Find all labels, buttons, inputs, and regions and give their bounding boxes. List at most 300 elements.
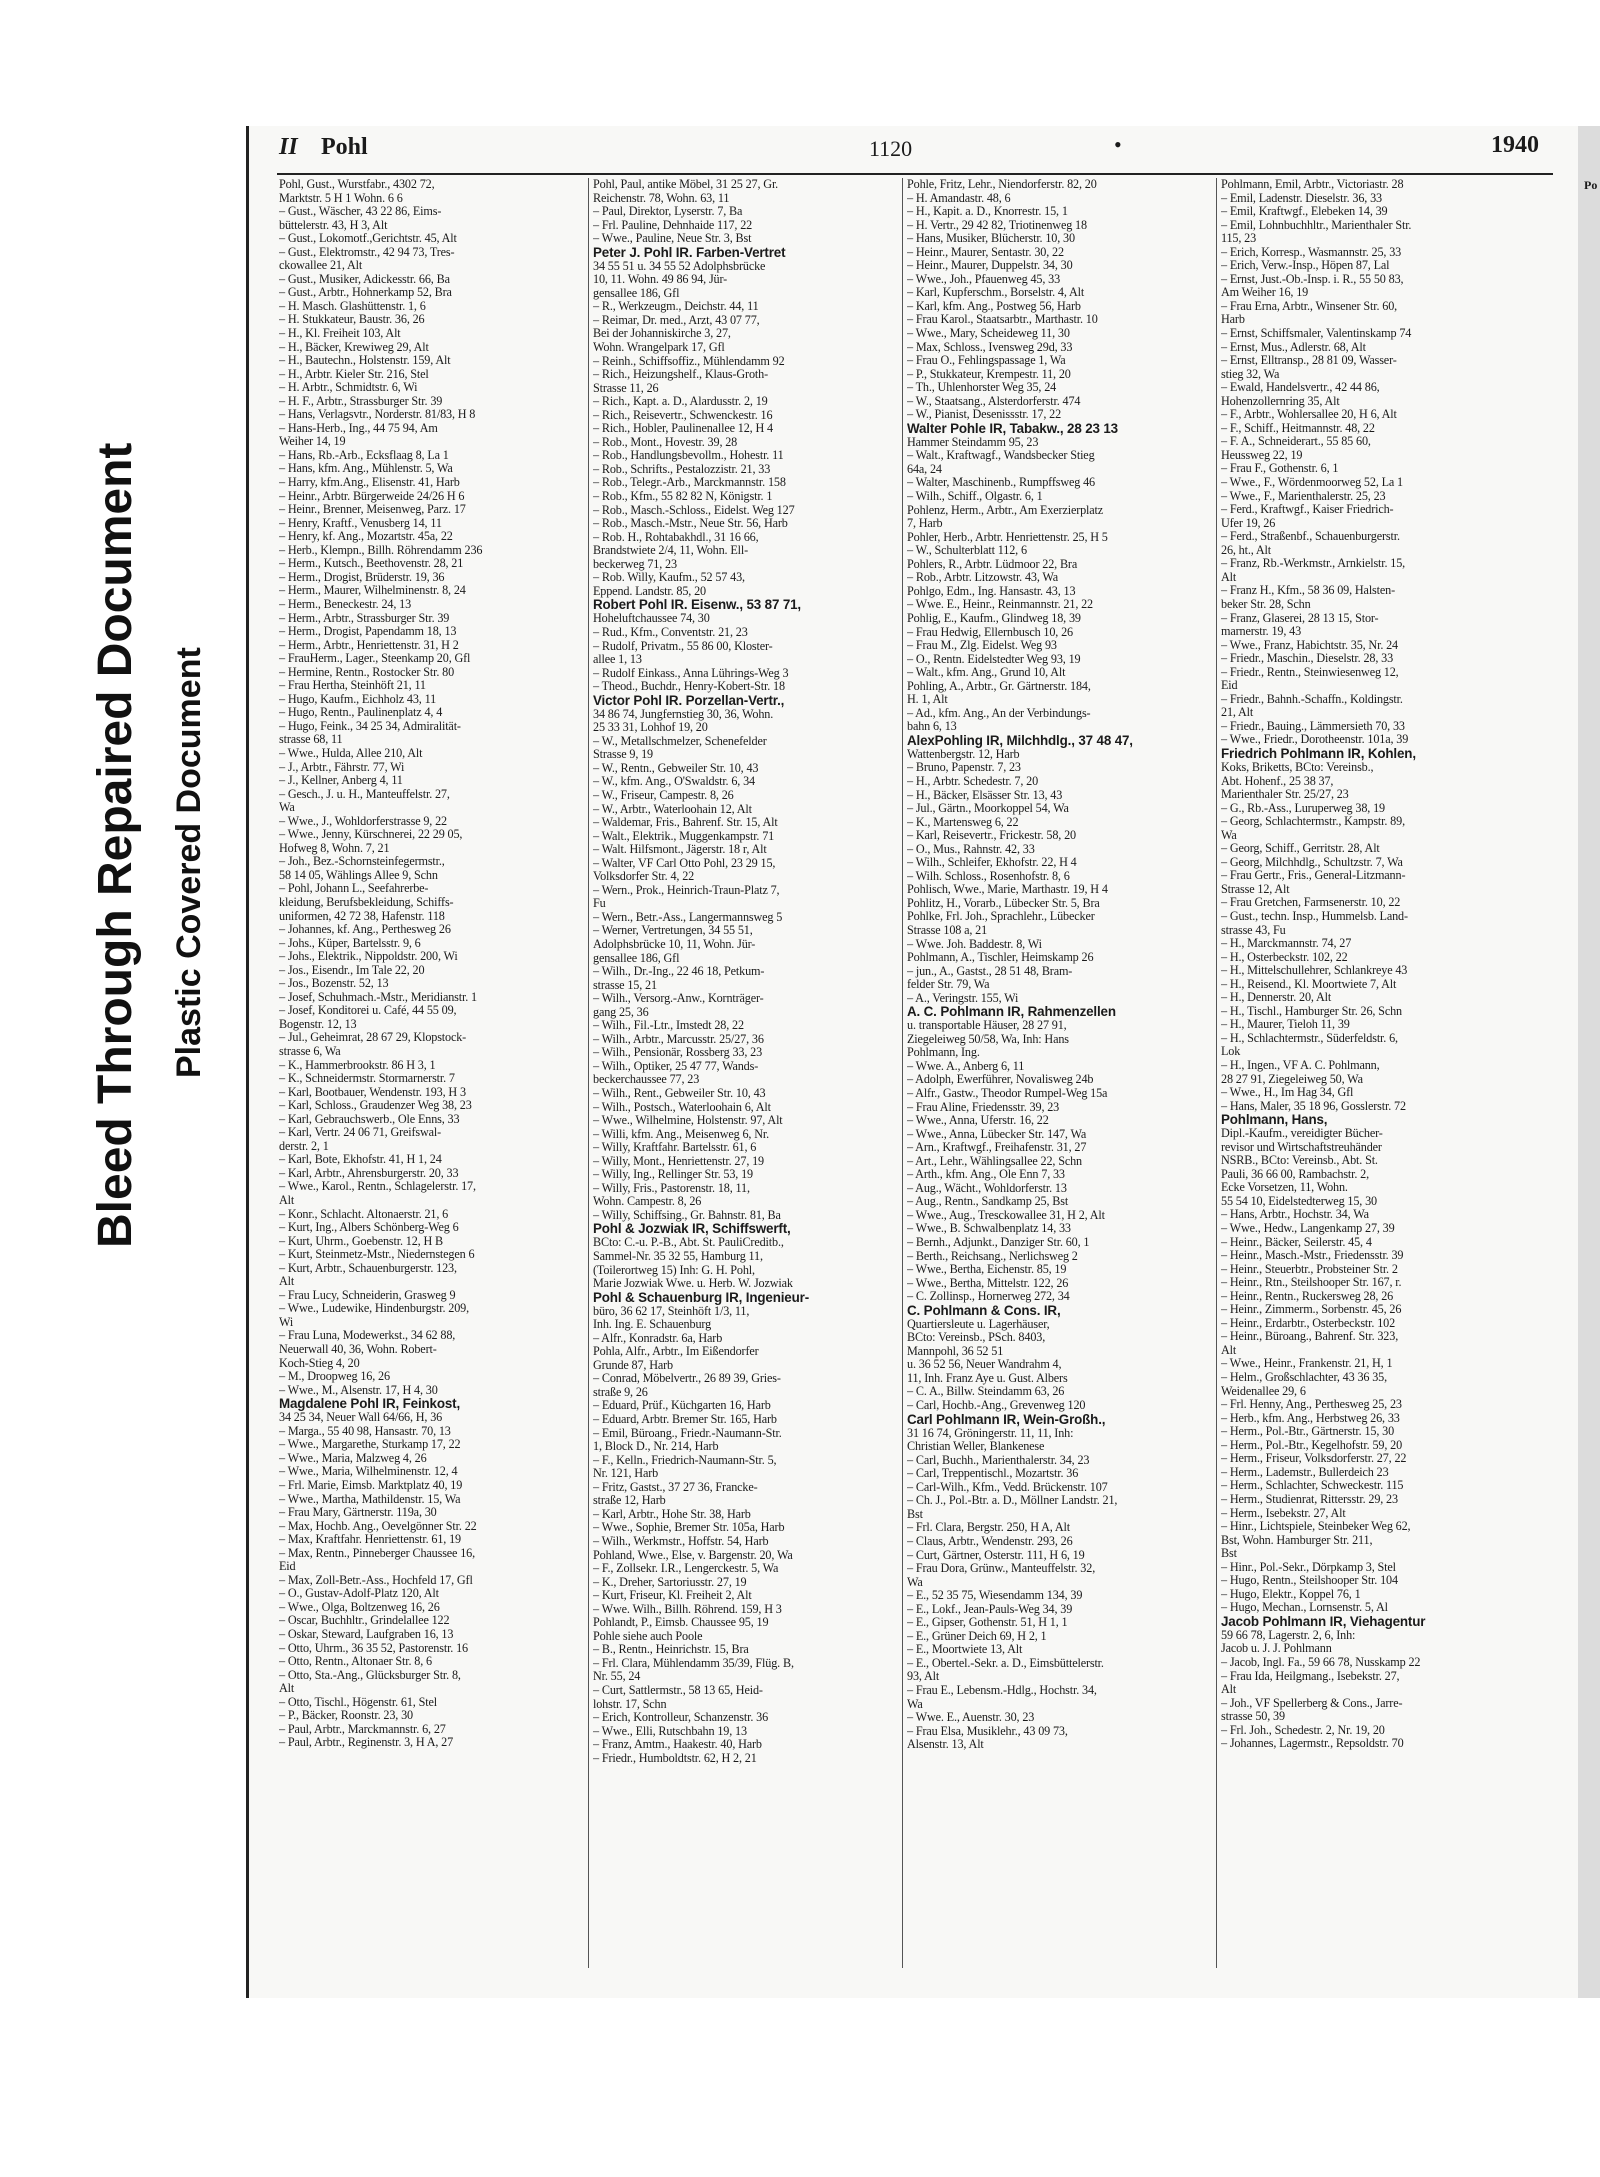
directory-entry-line: – Karl, Arbtr., Hohe Str. 38, Harb (593, 1507, 751, 1521)
directory-entry-line: – Wwe., F., Wördenmoorweg 52, La 1 (1221, 476, 1404, 490)
directory-entry-line: Alt (1221, 1683, 1237, 1697)
directory-entry-line: – Rudolf Einkass., Anna Lührings-Weg 3 (593, 666, 789, 680)
directory-entry-line: Bst, Wohn. Hamburger Str. 211, (1221, 1533, 1373, 1547)
directory-entry-line: Pohlitz, H., Vorarb., Lübecker Str. 5, Bra (907, 896, 1100, 910)
directory-entry-line: – Helm., Großschlachter, 43 36 35, (1221, 1371, 1388, 1385)
directory-entry-line: Bei der Johanniskirche 3, 27, (593, 327, 731, 341)
directory-entry-line: Wohn. Wrangelpark 17, Gfl (593, 341, 725, 355)
directory-entry-line: Pohlgo, Edm., Ing. Hansastr. 43, 13 (907, 584, 1076, 598)
directory-entry-line: Pohlers, R., Arbtr. Lüdmoor 22, Bra (907, 557, 1078, 571)
directory-entry-line: strasse 68, 11 (279, 733, 343, 747)
directory-entry-line: – F., Zollsekr. I.R., Lengerckestr. 5, Wa (593, 1562, 779, 1576)
directory-entry-line: revisor und Wirtschaftstreuhänder (1221, 1140, 1382, 1154)
directory-entry-line: – Max, Zoll-Betr.-Ass., Hochfeld 17, Gfl (279, 1573, 473, 1587)
directory-entry-line: – Frau Erna, Arbtr., Winsener Str. 60, (1221, 299, 1398, 313)
directory-entry-line: – Frl. Clara, Bergstr. 250, H A, Alt (907, 1521, 1070, 1535)
directory-entry-line: – Theod., Buchdr., Henry-Kobert-Str. 18 (593, 680, 785, 694)
directory-entry-line: – Frau Aline, Friedensstr. 39, 23 (907, 1100, 1060, 1114)
archive-sidebar (0, 48, 240, 1998)
directory-entry-line: – K., Schneidermstr. Stormarnerstr. 7 (279, 1072, 455, 1086)
directory-entry-line: – W., Arbtr., Waterloohain 12, Alt (593, 802, 752, 816)
directory-entry-line: – Wwe., Hulda, Allee 210, Alt (279, 746, 423, 760)
directory-entry-line: – Hans, Musiker, Blücherstr. 10, 30 (907, 232, 1075, 246)
directory-entry-line: – Gust., Lokomotf.,Gerichtstr. 45, Alt (279, 232, 457, 246)
directory-entry-line: – Wilh., Optiker, 25 47 77, Wands- (593, 1059, 759, 1073)
directory-entry-line: Harb (1221, 313, 1245, 327)
directory-entry-line: – Otto, Tischl., Högenstr. 61, Stel (279, 1695, 437, 1709)
directory-entry-line: 31 16 74, Gröningerstr. 11, 11, Inh: (907, 1426, 1074, 1440)
directory-entry-line: – Gust., Musiker, Adickesstr. 66, Ba (279, 272, 450, 286)
directory-entry-line: Ufer 19, 26 (1221, 516, 1276, 530)
bottom-margin (0, 1998, 1600, 2177)
directory-entry-line: Pohlmann, Hans, (1221, 1113, 1328, 1128)
directory-entry-line: – Johannes, Lagermstr., Repsoldstr. 70 (1221, 1737, 1404, 1751)
entry-column-3 (907, 178, 1213, 1978)
directory-entry-line: – Hinr., Lichtspiele, Steinbeker Weg 62, (1221, 1520, 1411, 1534)
directory-entry-line: – jun., A., Gastst., 28 51 48, Bram- (907, 964, 1073, 978)
directory-entry-line: – H., Tischl., Hamburger Str. 26, Schn (1221, 1004, 1402, 1018)
directory-entry-line: u. transportable Häuser, 28 27 91, (907, 1019, 1067, 1033)
directory-entry-line: – Wwe., Maria, Wilhelminenstr. 12, 4 (279, 1465, 458, 1479)
directory-entry-line: – H., Schlachtermstr., Süderfeldstr. 6, (1221, 1031, 1398, 1045)
directory-entry-line: – Kurt, Ing., Albers Schönberg-Weg 6 (279, 1221, 459, 1235)
directory-entry-line: – F. A., Schneiderart., 55 85 60, (1221, 435, 1371, 449)
directory-entry-line: Hohenzollernring 35, Alt (1221, 394, 1340, 408)
directory-entry-line: – Franz H., Kfm., 58 36 09, Halsten- (1221, 584, 1395, 598)
directory-entry-line: Mannpohl, 36 52 51 (907, 1344, 1004, 1358)
directory-entry-line: Wi (279, 1315, 294, 1329)
directory-entry-line: – Jacob, Ingl. Fa., 59 66 78, Nusskamp 22 (1221, 1655, 1421, 1669)
directory-entry-line: – Heinr., Rentn., Ruckersweg 28, 26 (1221, 1289, 1394, 1303)
directory-entry-line: – Joh., VF Spellerberg & Cons., Jarre- (1221, 1696, 1403, 1710)
directory-entry-line: – Friedr., Rentn., Steinwiesenweg 12, (1221, 665, 1399, 679)
directory-entry-line: – Franz, Glaserei, 28 13 15, Stor- (1221, 611, 1379, 625)
directory-entry-line: – Carl, Hochb.-Ang., Grevenweg 120 (907, 1399, 1086, 1413)
directory-entry-line: – Wwe., Franz, Habichtstr. 35, Nr. 24 (1221, 638, 1399, 652)
directory-entry-line: – Frau M., Zlg. Eidelst. Weg 93 (907, 639, 1057, 653)
directory-entry-line: – Hinr., Pol.-Sekr., Dörpkamp 3, Stel (1221, 1560, 1396, 1574)
sidebar-label-plastic-covered: Plastic Covered Document (170, 647, 208, 1078)
directory-entry-line: – Herm., Pol.-Btr., Kegelhofstr. 59, 20 (1221, 1438, 1403, 1452)
directory-entry-line: straße 9, 26 (593, 1385, 648, 1399)
directory-entry-line: – H. Amandastr. 48, 6 (907, 191, 1011, 205)
directory-entry-line: – J., Arbtr., Fährstr. 77, Wi (279, 760, 405, 774)
directory-entry-line: – Wwe., Elli, Rutschbahn 19, 13 (593, 1724, 747, 1738)
directory-entry-line: Volksdorfer Str. 4, 22 (593, 870, 695, 884)
directory-entry-line: – Herm., Kutsch., Beethovenstr. 28, 21 (279, 557, 464, 571)
directory-entry-line: Jacob Pohlmann IR, Viehagentur (1221, 1614, 1426, 1629)
directory-entry-line: Weiher 14, 19 (279, 435, 346, 449)
directory-entry-line: strasse 43, Fu (1221, 923, 1286, 937)
directory-entry-line: beker Str. 28, Schn (1221, 597, 1311, 611)
directory-entry-line: Pohling, A., Arbtr., Gr. Gärtnerstr. 184, (907, 679, 1091, 693)
directory-entry-line: – Conrad, Möbelvertr., 26 89 39, Gries- (593, 1372, 781, 1386)
directory-entry-line: – Reimar, Dr. med., Arzt, 43 07 77, (593, 313, 760, 327)
directory-entry-line: – Hugo, Mechan., Lornsenstr. 5, Al (1221, 1601, 1388, 1615)
directory-entry-line: 64a, 24 (907, 462, 942, 476)
directory-entry-line: – Johs., Elektrik., Nippoldstr. 200, Wi (279, 950, 458, 964)
directory-entry-line: – Friedr., Bahnh.-Schaffn., Koldingstr. (1221, 692, 1403, 706)
directory-entry-line: – Wwe. Joh. Baddestr. 8, Wi (907, 937, 1042, 951)
directory-entry-line: – Wilh., Rent., Gebweiler Str. 10, 43 (593, 1087, 766, 1100)
directory-entry-line: Grunde 87, Harb (593, 1358, 673, 1372)
directory-entry-line: – Wilh., Postsch., Waterloohain 6, Alt (593, 1100, 771, 1114)
directory-entry-line: – Alfr., Konradstr. 6a, Harb (593, 1331, 723, 1345)
directory-entry-line: Magdalene Pohl IR, Feinkost, (279, 1397, 461, 1412)
directory-entry-line: – E., Obertel.-Sekr. a. D., Eimsbüttelerstr. (907, 1656, 1104, 1670)
directory-entry-line: – H., Kl. Freiheit 103, Alt (279, 327, 401, 341)
directory-entry-line: büttelerstr. 43, H 3, Alt (279, 218, 388, 232)
directory-entry-line: – E., 52 35 75, Wiesendamm 134, 39 (907, 1589, 1083, 1603)
directory-entry-line: Alt (279, 1194, 295, 1208)
directory-entry-line: A. C. Pohlmann IR, Rahmenzellen (907, 1005, 1116, 1020)
directory-entry-line: Inh. Ing. E. Schauenburg (593, 1318, 712, 1332)
directory-entry-line: Victor Pohl IR. Porzellan-Vertr., (593, 693, 785, 708)
directory-entry-line: – Wwe., Karol., Rentn., Schlagelerstr. 17, (279, 1180, 476, 1194)
directory-entry-line: – Eduard, Prüf., Küchgarten 16, Harb (593, 1399, 771, 1413)
directory-entry-line: – Karl, Bootbauer, Wendenstr. 193, H 3 (279, 1085, 466, 1099)
directory-entry-line: Strasse 108 a, 21 (907, 923, 988, 937)
directory-entry-line: – Jul., Gärtn., Moorkoppel 54, Wa (907, 802, 1069, 816)
directory-entry-line: straße 12, Harb (593, 1494, 666, 1508)
directory-entry-line: Eid (279, 1560, 296, 1574)
directory-entry-line: – H., Ingen., VF A. C. Pohlmann, (1221, 1059, 1380, 1072)
directory-entry-line: – Heinr., Brenner, Meisenweg, Parz. 17 (279, 503, 466, 517)
directory-entry-line: – Wwe., F., Marienthalerstr. 25, 23 (1221, 489, 1386, 503)
directory-entry-line: – Heinr., Erdarbtr., Osterbeckstr. 102 (1221, 1316, 1396, 1330)
directory-year: 1940 (1491, 132, 1539, 158)
directory-entry-line: – Gust., Elektromstr., 42 94 73, Tres- (279, 245, 455, 259)
directory-entry-line: – Reinh., Schiffsoffiz., Mühlendamm 92 (593, 354, 785, 368)
directory-entry-line: – Wilh., Werkmstr., Hoffstr. 54, Harb (593, 1534, 769, 1548)
directory-entry-line: – Hermine, Rentn., Rostocker Str. 80 (279, 665, 455, 679)
directory-entry-line: Pohler, Herb., Arbtr. Henriettenstr. 25, H 5 (907, 530, 1108, 544)
directory-entry-line: – E., Moortwiete 13, Alt (907, 1643, 1023, 1657)
directory-entry-line: – Frl. Pauline, Dehnhaide 117, 22 (593, 218, 753, 232)
directory-entry-line: Marienthaler Str. 25/27, 23 (1221, 788, 1349, 802)
directory-entry-line: – Walt., kfm. Ang., Grund 10, Alt (907, 666, 1066, 680)
directory-entry-line: – Werner, Vertretungen, 34 55 51, (593, 924, 753, 938)
section-number: II (279, 134, 298, 160)
directory-entry-line: – H., Osterbeckstr. 102, 22 (1221, 950, 1348, 964)
directory-entry-line: Koch-Stieg 4, 20 (279, 1356, 360, 1370)
directory-entry-line: – F., Kelln., Friedrich-Naumann-Str. 5, (593, 1453, 777, 1467)
directory-entry-line: – Adolph, Ewerführer, Novalisweg 24b (907, 1073, 1094, 1087)
directory-entry-line: uniformen, 42 72 38, Hafenstr. 118 (279, 909, 445, 923)
directory-entry-line: – Willy, Mont., Henriettenstr. 27, 19 (593, 1154, 765, 1168)
directory-entry-line: – W., Staatsang., Alsterdorferstr. 474 (907, 394, 1081, 408)
directory-entry-line: lohstr. 17, Schn (593, 1697, 667, 1711)
directory-entry-line: marnerstr. 19, 43 (1221, 625, 1302, 639)
directory-entry-line: Hofweg 8, Wohn. 7, 21 (279, 841, 390, 855)
directory-entry-line: – Jul., Geheimrat, 28 67 29, Klopstock- (279, 1031, 467, 1045)
directory-entry-line: Wa (1221, 828, 1237, 842)
directory-entry-line: – M., Droopweg 16, 26 (279, 1370, 390, 1384)
directory-entry-line: 34 55 51 u. 34 55 52 Adolphsbrücke (593, 259, 766, 273)
directory-entry-line: – Paul, Arbtr., Marckmannstr. 6, 27 (279, 1722, 446, 1736)
directory-entry-line: – Walt., Elektrik., Muggenkampstr. 71 (593, 829, 775, 843)
directory-entry-line: – A., Veringstr. 155, Wi (907, 991, 1019, 1005)
directory-entry-line: – Rob., Telegr.-Arb., Marckmannstr. 158 (593, 476, 786, 490)
directory-entry-line: 34 86 74, Jungfernstieg 30, 36, Wohn. (593, 707, 774, 721)
directory-entry-line: – Ferd., Straßenbf., Schauenburgerstr. (1221, 530, 1400, 544)
directory-entry-line: – Herm., Arbtr., Henriettenstr. 31, H 2 (279, 638, 459, 652)
directory-entry-line: Nr. 55, 24 (593, 1670, 641, 1684)
directory-entry-line: – Wilh. Schloss., Rosenhofstr. 8, 6 (907, 869, 1070, 883)
directory-entry-line: – Wwe., Wilhelmine, Holstenstr. 97, Alt (593, 1114, 783, 1128)
directory-entry-line: – Georg, Schiff., Gerritstr. 28, Alt (1221, 842, 1380, 856)
directory-entry-line: – Fritz, Gastst., 37 27 36, Francke- (593, 1480, 758, 1494)
directory-entry-line: – Hans, Rb.-Arb., Ecksflaag 8, La 1 (279, 448, 449, 462)
directory-entry-line: kleidung, Berufsbekleidung, Schiffs- (279, 895, 454, 909)
directory-entry-line: – Otto, Uhrm., 36 35 52, Pastorenstr. 16 (279, 1641, 468, 1655)
directory-entry-line: strasse 15, 21 (593, 978, 657, 992)
directory-entry-line: Lok (1221, 1045, 1241, 1059)
directory-entry-line: – Wwe. Wilh., Billh. Röhrend. 159, H 3 (593, 1602, 782, 1616)
directory-entry-line: gang 25, 36 (593, 1005, 649, 1019)
directory-entry-line: 7, Harb (907, 517, 943, 531)
directory-entry-line: – Wwe., Anna, Uferstr. 16, 22 (907, 1114, 1049, 1128)
directory-entry-line: – Wwe., Olga, Boltzenweg 16, 26 (279, 1600, 440, 1614)
directory-entry-line: – Heinr., Bäcker, Seilerstr. 45, 4 (1221, 1235, 1372, 1249)
directory-entry-line: – Herm., Friseur, Volksdorferstr. 27, 22 (1221, 1452, 1407, 1466)
directory-entry-line: – H., Reisend., Kl. Moortwiete 7, Alt (1221, 977, 1397, 991)
directory-entry-line: – Oskar, Steward, Laufgraben 16, 13 (279, 1627, 454, 1641)
directory-entry-line: Pohland, Wwe., Else, v. Bargenstr. 20, Wa (593, 1548, 793, 1562)
directory-entry-line: – Joh., Bez.-Schornsteinfegermstr., (279, 855, 445, 869)
directory-entry-line: Jacob u. J. J. Pohlmann (1221, 1642, 1332, 1656)
directory-entry-line: – Heinr., Rtn., Steilshooper Str. 167, r. (1221, 1276, 1402, 1290)
directory-entry-line: – O., Mus., Rahnstr. 42, 33 (907, 842, 1035, 856)
directory-entry-line: – Hans, Verlagsvtr., Norderstr. 81/83, H 8 (279, 408, 476, 422)
directory-entry-line: – H., Kapit. a. D., Knorrestr. 15, 1 (907, 205, 1068, 219)
directory-entry-line: Dipl.-Kaufm., vereidigter Bücher- (1221, 1127, 1383, 1141)
directory-entry-line: – W., Rentn., Gebweiler Str. 10, 43 (593, 761, 759, 775)
directory-entry-line: – Frau Gertr., Fris., General-Litzmann- (1221, 869, 1406, 883)
directory-entry-line: – Arn., Kraftwgf., Freihafenstr. 31, 27 (907, 1141, 1087, 1155)
directory-entry-line: – W., Metallschmelzer, Schenefelder (593, 734, 767, 748)
directory-entry-line: – Wwe., J., Wohldorferstrasse 9, 22 (279, 814, 447, 828)
directory-entry-line: – Hugo, Feink., 34 25 34, Admiralität- (279, 719, 461, 733)
directory-entry-line: – Th., Uhlenhorster Weg 35, 24 (907, 381, 1057, 395)
directory-entry-line: büro, 36 62 17, Steinhöft 1/3, 11, (593, 1304, 750, 1318)
directory-entry-line: – Frau Gretchen, Farmsenerstr. 10, 22 (1221, 896, 1401, 910)
directory-entry-line: – Hans-Herb., Ing., 44 75 94, Am (279, 421, 438, 435)
directory-entry-line: 10, 11. Wohn. 49 86 94, Jür- (593, 273, 728, 287)
directory-entry-line: – Gust., techn. Insp., Hummelsb. Land- (1221, 909, 1408, 923)
directory-entry-line: – C. Zollinsp., Hornerweg 272, 34 (907, 1290, 1070, 1304)
directory-entry-line: felder Str. 79, Wa (907, 978, 990, 992)
directory-entry-line: Alt (279, 1682, 295, 1696)
directory-entry-line: – Wwe., Aug., Tresckowallee 31, H 2, Alt (907, 1208, 1105, 1222)
directory-entry-line: stieg 32, Wa (1221, 367, 1280, 381)
column-divider (902, 178, 903, 1968)
directory-entry-line: – Wern., Betr.-Ass., Langermannsweg 5 (593, 910, 783, 924)
directory-entry-line: – Wilh., Schleifer, Ekhofstr. 22, H 4 (907, 856, 1077, 870)
directory-entry-line: – Ernst, Schiffsmaler, Valentinskamp 74 (1221, 327, 1412, 341)
directory-entry-line: – W., kfm. Ang., O'Swaldstr. 6, 34 (593, 775, 755, 789)
directory-entry-line: NSRB., BCto: Vereinsb., Abt. St. (1221, 1154, 1378, 1168)
directory-entry-line: 11, Inh. Franz Aye u. Gust. Albers (907, 1371, 1068, 1385)
directory-entry-line: – E., Lokf., Jean-Pauls-Weg 34, 39 (907, 1602, 1073, 1616)
directory-entry-line: Pauli, 36 66 00, Rambachstr. 2, (1221, 1167, 1370, 1181)
directory-entry-line: – Georg, Schlachtermstr., Kampstr. 89, (1221, 815, 1405, 829)
directory-entry-line: – Konr., Schlacht. Altonaerstr. 21, 6 (279, 1207, 449, 1221)
directory-entry-line: – W., Friseur, Campestr. 8, 26 (593, 788, 734, 802)
directory-entry-line: – E., Grüner Deich 69, H 2, 1 (907, 1629, 1047, 1643)
directory-entry-line: Quartiersleute u. Lagerhäuser, (907, 1317, 1050, 1331)
column-divider (1216, 178, 1217, 1968)
directory-entry-line: – Karl, Vertr. 24 06 71, Greifswal- (279, 1126, 442, 1140)
directory-entry-line: – Kurt, Uhrm., Goebenstr. 12, H B (279, 1234, 443, 1248)
directory-entry-line: – Hugo, Elektr., Koppel 76, 1 (1221, 1587, 1361, 1601)
directory-entry-line: – Friedr., Humboldtstr. 62, H 2, 21 (593, 1751, 757, 1765)
directory-entry-line: – Wwe., Joh., Pfauenweg 45, 33 (907, 272, 1061, 286)
directory-entry-line: Bst (1221, 1547, 1237, 1561)
directory-entry-line: – Wwe., Maria, Malzweg 4, 26 (279, 1451, 427, 1465)
directory-entry-line: – Wwe., H., Im Hag 34, Gfl (1221, 1086, 1354, 1100)
directory-entry-line: – Heinr., Maurer, Duppelstr. 34, 30 (907, 259, 1073, 273)
directory-entry-line: – Wwe., Ludewike, Hindenburgstr. 209, (279, 1302, 469, 1316)
directory-entry-line: Ecke Vorsetzen, 11, Wohn. (1221, 1181, 1348, 1195)
directory-entry-line: – Herm., Drogist, Brüderstr. 19, 36 (279, 570, 445, 584)
directory-entry-line: Friedrich Pohlmann IR, Kohlen, (1221, 746, 1416, 761)
directory-entry-line: – Erich, Kontrolleur, Schanzenstr. 36 (593, 1711, 769, 1725)
directory-entry-line: – Rich., Hobler, Paulinenallee 12, H 4 (593, 422, 773, 436)
directory-entry-line: beckerweg 71, 23 (593, 557, 677, 571)
directory-entry-line: – Frau E., Lebensm.-Hdlg., Hochstr. 34, (907, 1683, 1097, 1697)
directory-entry-line: Adolphsbrücke 10, 11, Wohn. Jür- (593, 937, 756, 951)
directory-entry-line: – Wilh., Arbtr., Marcusstr. 25/27, 36 (593, 1032, 764, 1046)
directory-entry-line: – Max, Hochb. Ang., Oevelgönner Str. 22 (279, 1519, 477, 1533)
directory-entry-line: – Paul, Direktor, Lyserstr. 7, Ba (593, 205, 743, 219)
directory-entry-line: Wa (907, 1575, 923, 1589)
directory-entry-line: – Walter, VF Carl Otto Pohl, 23 29 15, (593, 856, 776, 870)
directory-entry-line: – H., Arbtr. Schedestr. 7, 20 (907, 774, 1039, 788)
directory-entry-line: 1, Block D., Nr. 214, Harb (593, 1440, 719, 1454)
top-margin (0, 0, 1600, 48)
directory-entry-line: – Friedr., Bauing., Lämmersieth 70, 33 (1221, 719, 1405, 733)
directory-entry-line: – Georg, Milchhdlg., Schultzstr. 7, Wa (1221, 855, 1403, 869)
directory-entry-line: – Rob., Masch.-Schloss., Eidelst. Weg 127 (593, 503, 795, 517)
directory-entry-line: – H. Vertr., 29 42 82, Triotinenweg 18 (907, 218, 1087, 232)
directory-entry-line: – Berth., Reichsang., Nerlichsweg 2 (907, 1249, 1078, 1263)
directory-entry-line: – Wwe. E., Heinr., Reinmannstr. 21, 22 (907, 598, 1094, 612)
directory-entry-line: – Arth., kfm. Ang., Ole Enn 7, 33 (907, 1168, 1065, 1182)
directory-entry-line: – O., Rentn. Eidelstedter Weg 93, 19 (907, 652, 1081, 666)
directory-entry-line: – K., Dreher, Sartoriusstr. 27, 19 (593, 1575, 747, 1589)
directory-entry-line: – Frau Karol., Staatsarbtr., Marthastr. 10 (907, 313, 1098, 327)
directory-entry-line: Alt (279, 1275, 295, 1289)
directory-entry-line: – Gust., Wäscher, 43 22 86, Eims- (279, 205, 442, 219)
directory-entry-line: – Alfr., Gastw., Theodor Rumpel-Weg 15a (907, 1087, 1108, 1100)
directory-entry-line: Hoheluftchaussee 74, 30 (593, 612, 710, 626)
directory-entry-line: – W., Pianist, Desenissstr. 17, 22 (907, 408, 1062, 422)
directory-entry-line: beckerchaussee 77, 23 (593, 1073, 700, 1087)
directory-entry-line: Wohn. Campestr. 8, 26 (593, 1195, 702, 1209)
directory-entry-line: Christian Weller, Blankenese (907, 1440, 1045, 1454)
directory-entry-line: – Wwe., Anna, Lübecker Str. 147, Wa (907, 1127, 1087, 1141)
directory-entry-line: – Max, Kraftfahr. Henriettenstr. 61, 19 (279, 1533, 461, 1547)
directory-entry-line: Carl Pohlmann IR, Wein-Großh., (907, 1412, 1106, 1427)
directory-entry-line: 93, Alt (907, 1670, 940, 1684)
directory-entry-line: – Wwe., Bertha, Eichenstr. 85, 19 (907, 1263, 1067, 1277)
directory-entry-line: – Rob., Mont., Hovestr. 39, 28 (593, 435, 738, 449)
directory-entry-line: Pohla, Alfr., Arbtr., Im Eißendorfer (593, 1345, 759, 1359)
directory-entry-line: AlexPohling IR, Milchhdlg., 37 48 47, (907, 733, 1133, 748)
directory-entry-line: Abt. Hohenf., 25 38 37, (1221, 774, 1334, 788)
directory-entry-line: – F., Arbtr., Wohlersallee 20, H 6, Alt (1221, 408, 1397, 422)
directory-entry-line: – W., Schulterblatt 112, 6 (907, 544, 1027, 558)
directory-entry-line: – Emil, Kraftwgf., Elebeken 14, 39 (1221, 205, 1388, 219)
directory-entry-line: – Otto, Sta.-Ang., Glücksburger Str. 8, (279, 1668, 461, 1682)
directory-entry-line: – Waldemar, Fris., Bahrenf. Str. 15, Alt (593, 816, 778, 830)
directory-entry-line: – Frau Luna, Modewerkst., 34 62 88, (279, 1329, 456, 1343)
directory-entry-line: – Heinr., Büroang., Bahrenf. Str. 323, (1221, 1330, 1399, 1344)
directory-entry-line: – Rud., Kfm., Conventstr. 21, 23 (593, 625, 748, 639)
header-dot: • (1114, 132, 1122, 157)
directory-entry-line: Eid (1221, 679, 1238, 693)
directory-entry-line: – K., Hammerbrookstr. 86 H 3, 1 (279, 1058, 436, 1072)
directory-entry-line: 55 54 10, Eidelstedterweg 15, 30 (1221, 1194, 1377, 1208)
directory-entry-line: – Wwe., Jenny, Kürschnerei, 22 29 05, (279, 828, 463, 842)
directory-entry-line: – Claus, Arbtr., Wendenstr. 293, 26 (907, 1534, 1073, 1548)
directory-entry-line: – H., Arbtr. Kieler Str. 216, Stel (279, 367, 429, 381)
directory-entry-line: – Oscar, Buchhltr., Grindelallee 122 (279, 1614, 450, 1628)
directory-entry-line: Wa (279, 801, 295, 815)
directory-entry-line: Wa (907, 1697, 923, 1711)
directory-entry-line: – H., Marckmannstr. 74, 27 (1221, 937, 1352, 951)
directory-entry-line: – Rob. H., Rohtabakhdl., 31 16 66, (593, 530, 759, 544)
directory-entry-line: – Walt., Kraftwagf., Wandsbecker Stieg (907, 449, 1095, 463)
directory-entry-line: – Kurt, Arbtr., Schauenburgerstr. 123, (279, 1261, 457, 1275)
directory-entry-line: – Willy, Fris., Pastorenstr. 18, 11, (593, 1181, 750, 1195)
directory-entry-line: gensallee 186, Gfl (593, 951, 680, 965)
directory-entry-line: – Herm., Drogist, Papendamm 18, 13 (279, 625, 457, 639)
directory-entry-line: – Max, Schloss., Ivensweg 29d, 33 (907, 340, 1073, 354)
directory-entry-line: – H. F., Arbtr., Strassburger Str. 39 (279, 394, 443, 408)
directory-entry-line: – Emil, Lohnbuchhltr., Marienthaler Str. (1221, 218, 1412, 232)
directory-entry-line: – Erich, Korresp., Wasmannstr. 25, 33 (1221, 245, 1402, 259)
directory-entry-line: Pohl & Jozwiak IR, Schiffswerft, (593, 1222, 791, 1237)
directory-entry-line: – Jos., Eisendr., Im Tale 22, 20 (279, 963, 425, 977)
directory-entry-line: – E., Gipser, Gothenstr. 51, H 1, 1 (907, 1616, 1068, 1630)
directory-entry-line: – B., Rentn., Heinrichstr. 15, Bra (593, 1643, 749, 1657)
directory-entry-line: – Gesch., J. u. H., Manteuffelstr. 27, (279, 787, 450, 801)
directory-entry-line: Fu (593, 897, 606, 911)
directory-entry-line: 21, Alt (1221, 706, 1254, 720)
directory-entry-line: Hammer Steindamm 95, 23 (907, 435, 1039, 449)
directory-entry-line: – Hugo, Rentn., Paulinenplatz 4, 4 (279, 706, 443, 720)
directory-entry-line: Strasse 11, 26 (593, 381, 659, 395)
directory-entry-line: Pohl, Paul, antike Möbel, 31 25 27, Gr. (593, 178, 779, 191)
directory-entry-line: – Wwe., Hedw., Langenkamp 27, 39 (1221, 1222, 1395, 1236)
directory-entry-line: gensallee 186, Gfl (593, 286, 680, 300)
directory-entry-line: – Wilh., Dr.-Ing., 22 46 18, Petkum- (593, 965, 765, 979)
directory-entry-line: – Hans, kfm. Ang., Mühlenstr. 5, Wa (279, 462, 453, 476)
directory-entry-line: BCto: C.-u. P.-B., Abt. St. PauliCreditb., (593, 1236, 784, 1250)
header-rule (277, 173, 1553, 175)
directory-entry-line: – Aug., Wächt., Wohldorferstr. 13 (907, 1181, 1067, 1195)
directory-entry-line: – Rich., Reisevertr., Schwenckestr. 16 (593, 408, 773, 422)
directory-entry-line: – R., Werkzeugm., Deichstr. 44, 11 (593, 300, 759, 314)
directory-entry-line: – Walt. Hilfsmont., Jägerstr. 18 r, Alt (593, 843, 767, 857)
directory-entry-line: – Wwe., Mary, Scheideweg 11, 30 (907, 327, 1070, 341)
directory-entry-line: – Gust., Arbtr., Hohnerkamp 52, Bra (279, 286, 452, 300)
directory-entry-line: 58 14 05, Wählings Allee 9, Schn (279, 868, 438, 882)
directory-entry-line: Eppend. Landstr. 85, 20 (593, 584, 706, 598)
directory-entry-line: – H., Maurer, Tieloh 11, 39 (1221, 1018, 1350, 1032)
